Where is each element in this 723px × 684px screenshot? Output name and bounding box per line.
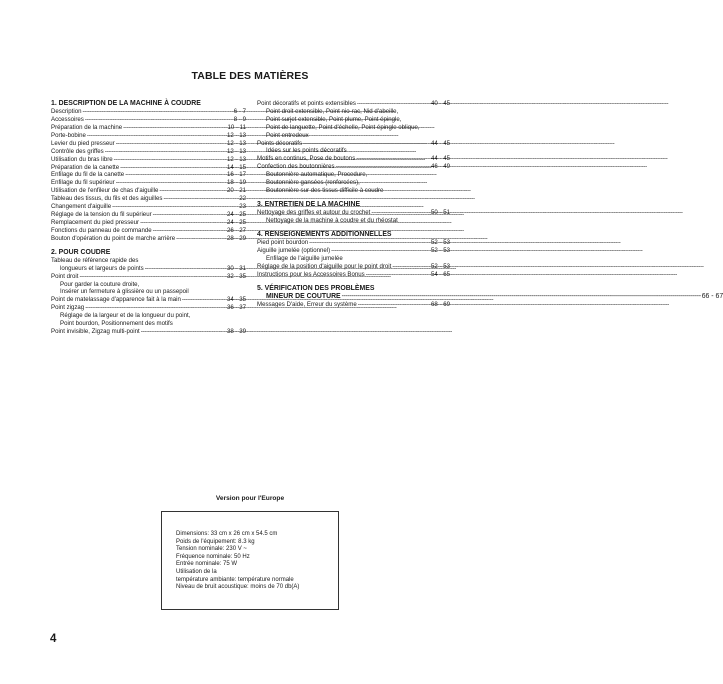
toc-entry bbox=[51, 195, 246, 203]
section-heading-text: 5. VÉRIFICATION DES PROBLÈMES bbox=[257, 284, 375, 292]
toc-subline: Point droit extensible, Point nio-rac, Nid d'abeille, bbox=[266, 107, 399, 115]
toc-entry-page: 12 - 13 bbox=[227, 139, 246, 147]
toc-entry bbox=[257, 209, 450, 217]
page-title: TABLE DES MATIÈRES bbox=[191, 70, 309, 82]
toc-entry bbox=[257, 163, 450, 171]
dot-leader bbox=[342, 293, 701, 300]
spec-line: Niveau de bruit acoustique: moins de 70 db(A) bbox=[176, 584, 300, 591]
toc-entry bbox=[51, 273, 246, 281]
toc-entry-page: 46 - 49 bbox=[431, 163, 450, 171]
toc-entry-title: Utilisation de l'enfileur de chas d'aiguille bbox=[51, 187, 159, 195]
toc-entry-title: Tableau des tissus, du fils et des aiguilles bbox=[51, 195, 163, 203]
toc-entry-page: 32 - 35 bbox=[227, 272, 246, 280]
toc-entry-page: 16 - 17 bbox=[227, 171, 246, 179]
section-heading-sub: MINEUR DE COUTURE bbox=[266, 292, 341, 300]
dot-leader bbox=[112, 203, 238, 211]
toc-entry-page: 68 - 69 bbox=[431, 301, 450, 309]
toc-entry bbox=[51, 171, 246, 179]
toc-entry-page: 52 - 53 bbox=[431, 239, 450, 247]
toc-entry bbox=[51, 148, 246, 156]
toc-entry-page: 52 - 53 bbox=[431, 247, 450, 254]
toc-entry-title: Description bbox=[51, 108, 82, 116]
dot-leader bbox=[153, 211, 226, 219]
toc-entry-page: 10 - 11 bbox=[227, 124, 246, 132]
toc-entry-title: Motifs en continus, Pose de boutons bbox=[257, 155, 356, 163]
toc-entry bbox=[257, 247, 450, 255]
section-heading: 1. DESCRIPTION DE LA MACHINE À COUDRE bbox=[51, 100, 201, 107]
section-heading bbox=[257, 284, 723, 301]
toc-entry bbox=[51, 140, 246, 148]
toc-entry-title: Points décoratifs bbox=[257, 139, 303, 147]
section-heading: 2. POUR COUDRE bbox=[51, 248, 111, 256]
section-heading-entry bbox=[257, 292, 723, 301]
toc-entry-page: 54 - 65 bbox=[431, 270, 450, 278]
toc-entry bbox=[51, 124, 246, 132]
dot-leader bbox=[358, 301, 430, 309]
dot-leader bbox=[114, 156, 226, 164]
spec-line: Poids de l'équipement: 8.3 kg bbox=[176, 538, 255, 545]
dot-leader bbox=[120, 164, 226, 172]
dot-leader bbox=[309, 239, 430, 247]
toc-entry bbox=[51, 235, 246, 243]
toc-entry-title: Point zigzag bbox=[51, 304, 85, 312]
dot-leader bbox=[163, 195, 238, 203]
toc-entry bbox=[51, 219, 246, 227]
toc-subline: Point de languette, Point d'échelle, Point épingle oblique, bbox=[266, 123, 420, 131]
dot-leader bbox=[125, 171, 226, 179]
toc-entry-title: Levier du pied presseur bbox=[51, 139, 115, 147]
toc-entry-title: Bouton d'opération du point de marche arrière bbox=[51, 234, 176, 242]
spec-box-title: Version pour l'Europe bbox=[215, 495, 285, 502]
toc-entry-title: Changement d'aiguille bbox=[51, 203, 112, 211]
toc-entry bbox=[51, 265, 246, 273]
spec-line: Utilisation de la bbox=[176, 568, 217, 575]
toc-entry bbox=[51, 156, 246, 164]
toc-entry-page: 20 - 21 bbox=[227, 187, 246, 195]
toc-entry bbox=[257, 271, 450, 279]
toc-entry-title: Fonctions du panneau de commande bbox=[51, 226, 152, 234]
toc-subline: Point entredeux bbox=[266, 131, 309, 139]
toc-entry-title: Enfilage du fil de la canette bbox=[51, 171, 125, 179]
toc-entry-title: Accessoires bbox=[51, 116, 84, 124]
dot-leader bbox=[303, 140, 430, 148]
dot-leader bbox=[116, 179, 226, 187]
spec-line: température ambiante: température normale bbox=[176, 576, 294, 583]
dot-leader bbox=[182, 296, 226, 304]
toc-entry-title: Réglage de la position d'aiguille pour le point droit bbox=[257, 262, 392, 270]
toc-entry-page: 24 - 25 bbox=[227, 210, 246, 218]
toc-entry-page: 44 - 45 bbox=[431, 139, 450, 147]
dot-leader bbox=[82, 108, 232, 116]
toc-entry-title: Enfilage du fil supérieur bbox=[51, 179, 115, 187]
toc-entry-title: Préparation de la machine bbox=[51, 124, 123, 132]
toc-entry-title: Confection des boutonnières bbox=[257, 163, 335, 171]
toc-entry-page: 40 - 45 bbox=[431, 100, 450, 107]
toc-entry-page: 12 - 13 bbox=[227, 131, 246, 139]
dot-leader bbox=[356, 155, 430, 163]
toc-entry bbox=[257, 301, 450, 309]
toc-entry bbox=[51, 211, 246, 219]
toc-subline: Réglage de la largeur et de la longueur du point, bbox=[60, 312, 191, 320]
toc-subline: Boutonnière gansées (renforcées), bbox=[266, 179, 360, 187]
toc-entry bbox=[51, 179, 246, 187]
toc-entry-page: 8 - 9 bbox=[233, 116, 246, 124]
dot-leader bbox=[116, 140, 226, 148]
dot-leader bbox=[141, 328, 226, 336]
toc-entry bbox=[51, 296, 246, 304]
dot-leader bbox=[79, 273, 226, 281]
dot-leader bbox=[85, 116, 233, 124]
dot-leader bbox=[159, 187, 226, 195]
dot-leader bbox=[371, 209, 430, 217]
spec-line: Tension nominale: 230 V ~ bbox=[176, 546, 247, 553]
toc-entry-title: Remplacement du pied presseur bbox=[51, 218, 140, 226]
toc-entry-page: 38 - 39 bbox=[227, 327, 246, 335]
toc-entry-page: 44 - 45 bbox=[431, 155, 450, 163]
toc-entry bbox=[51, 328, 246, 336]
toc-entry-page: 12 - 13 bbox=[227, 147, 246, 155]
toc-entry-page: 22 bbox=[239, 195, 246, 203]
toc-subline: Point surjet extensible, Point plume, Point épingle, bbox=[266, 115, 402, 123]
page-ref: 66 - 67 bbox=[701, 292, 723, 300]
dot-leader bbox=[87, 132, 226, 140]
toc-entry-title: Pied point bourdon bbox=[257, 239, 309, 247]
toc-subline: Pour garder la couture droite, bbox=[60, 280, 140, 288]
toc-entry bbox=[257, 100, 450, 108]
dot-leader bbox=[357, 100, 430, 108]
dot-leader bbox=[392, 263, 430, 271]
dot-leader bbox=[85, 304, 226, 312]
toc-entry-page: 28 - 29 bbox=[227, 234, 246, 242]
toc-entry-title: Utilisation du bras libre bbox=[51, 155, 113, 163]
toc-subline: Idées sur les points décoratifs bbox=[266, 147, 347, 155]
toc-entry bbox=[257, 140, 450, 148]
dot-leader bbox=[145, 265, 226, 273]
toc-entry-title: Messages D'aide, Erreur du système bbox=[257, 301, 357, 309]
toc-entry bbox=[257, 263, 450, 271]
toc-entry bbox=[51, 227, 246, 235]
toc-subline: Enfilage de l'aiguille jumelée bbox=[266, 254, 343, 262]
toc-subline: Tableau de référence rapide des bbox=[51, 256, 139, 264]
toc-entry-page: 23 bbox=[239, 203, 246, 211]
toc-entry-page: 6 - 7 bbox=[233, 108, 246, 116]
toc-entry bbox=[51, 164, 246, 172]
toc-subline: Boutonnière sur des tissus difficile à coudre bbox=[266, 186, 384, 194]
toc-entry-title: Porte-bobine bbox=[51, 131, 86, 139]
toc-entry-title: Contrôle des griffes bbox=[51, 147, 104, 155]
spec-line: Fréquence nominale: 50 Hz bbox=[176, 553, 250, 560]
dot-leader bbox=[336, 163, 430, 171]
dot-leader bbox=[366, 271, 430, 279]
toc-entry bbox=[51, 187, 246, 195]
toc-entry bbox=[51, 116, 246, 124]
toc-entry bbox=[51, 203, 246, 211]
toc-entry bbox=[51, 108, 246, 116]
toc-entry-page: 24 - 25 bbox=[227, 218, 246, 226]
page-number: 4 bbox=[50, 633, 57, 645]
toc-entry-title: Nettoyage des griffes et autour du crochet bbox=[257, 209, 371, 217]
toc-entry-title: Préparation de la canette bbox=[51, 163, 120, 171]
dot-leader bbox=[176, 235, 226, 243]
toc-entry-title: Point invisible, Zigzag multi-point bbox=[51, 327, 140, 335]
spec-box bbox=[161, 511, 339, 610]
toc-entry-page: 34 - 35 bbox=[227, 296, 246, 304]
toc-entry-page: 18 - 19 bbox=[227, 179, 246, 187]
toc-entry-title: longueurs et largeurs de points bbox=[60, 264, 144, 272]
toc-entry-title: Instructions pour les Accessoires Bonus bbox=[257, 270, 365, 278]
dot-leader bbox=[105, 148, 226, 156]
dot-leader bbox=[123, 124, 226, 132]
dot-leader bbox=[331, 247, 430, 255]
toc-subline: Nettoyage de la machine à coudre et du rhéostat bbox=[266, 216, 398, 224]
toc-subline: Boutonnière automatique, Procedure, bbox=[266, 171, 368, 179]
toc-entry-page: 30 - 31 bbox=[227, 264, 246, 272]
toc-entry-page: 26 - 27 bbox=[227, 226, 246, 234]
toc-entry bbox=[51, 304, 246, 312]
toc-entry-title: Point décoratifs et points extensibles bbox=[257, 100, 356, 107]
spec-line: Entrée nominale: 75 W bbox=[176, 561, 238, 568]
toc-entry-title: Aiguille jumelée (optionnel) bbox=[257, 247, 331, 254]
toc-entry-title: Point de matelassage d'apparence fait à la main bbox=[51, 296, 181, 304]
toc-entry-page: 52 - 53 bbox=[431, 262, 450, 270]
toc-entry-page: 50 - 51 bbox=[431, 209, 450, 217]
toc-right-column bbox=[257, 100, 723, 309]
section-heading: 4. RENSEIGNEMENTS ADDITIONNELLES bbox=[257, 230, 392, 238]
toc-entry-page: 36 - 37 bbox=[227, 304, 246, 312]
spec-line: Dimensions: 33 cm x 26 cm x 54.5 cm bbox=[176, 531, 278, 537]
toc-entry bbox=[257, 239, 450, 247]
toc-subline: Point bourdon, Positionnement des motifs bbox=[60, 320, 173, 328]
dot-leader bbox=[153, 227, 226, 235]
dot-leader bbox=[140, 219, 226, 227]
toc-subline: Insérer un fermeture à glissière ou un passepoil bbox=[60, 288, 189, 296]
section-heading: 3. ENTRETIEN DE LA MACHINE bbox=[257, 200, 361, 208]
toc-entry-page: 14 - 15 bbox=[227, 163, 246, 171]
toc-entry-title: Point droit bbox=[51, 272, 79, 280]
toc-left-column bbox=[51, 100, 246, 336]
toc-entry-title: Réglage de la tension du fil supérieur bbox=[51, 210, 152, 218]
toc-entry-page: 12 - 13 bbox=[227, 155, 246, 163]
toc-entry bbox=[257, 155, 450, 163]
toc-entry bbox=[51, 132, 246, 140]
